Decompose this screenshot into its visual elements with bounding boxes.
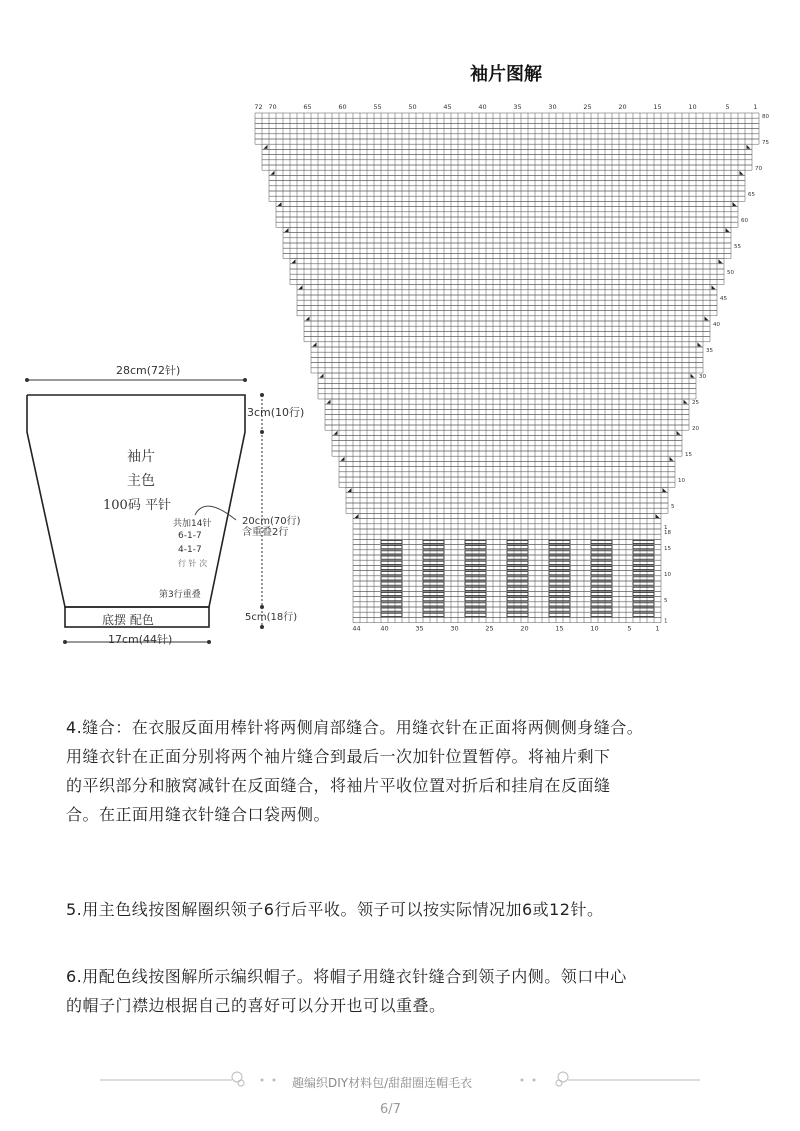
increase-marker <box>299 285 303 289</box>
grid-label: 5 <box>725 103 730 111</box>
instruction-line: 6.用配色线按图解所示编织帽子。将帽子用缝衣针缝合到领子内侧。领口中心 <box>66 967 627 986</box>
increase-marker <box>684 400 688 404</box>
increase-marker <box>264 145 268 149</box>
rib-stitch <box>591 546 612 549</box>
piece-name: 袖片 <box>127 449 155 465</box>
rib-stitch <box>465 577 486 580</box>
grid-label: 1 <box>664 618 668 625</box>
increase-marker <box>334 431 338 435</box>
grid-label: 30 <box>699 374 706 381</box>
rib-stitch <box>465 598 486 601</box>
rib-stitch <box>423 587 444 590</box>
rib-stitch <box>465 603 486 606</box>
grid-label: 1 <box>655 624 660 633</box>
grid-label: 15 <box>664 545 671 552</box>
rib-stitch <box>381 556 402 559</box>
instruction-line: 4.缝合：在衣服反面用棒针将两侧肩部缝合。用缝衣针在正面将两侧侧身缝合。 <box>66 718 644 737</box>
grid-label: 55 <box>734 244 741 251</box>
rib-stitch <box>633 561 654 564</box>
grid-label: 1 <box>664 525 668 531</box>
rib-stitch <box>591 566 612 569</box>
increase-marker <box>712 285 716 289</box>
rib-stitch <box>465 551 486 554</box>
rib-stitch <box>591 540 612 543</box>
grid-label: 5 <box>671 504 675 511</box>
increase-marker <box>733 202 737 206</box>
rib-stitch <box>465 566 486 569</box>
rib-stitch <box>633 540 654 543</box>
grid-label: 25 <box>692 400 699 407</box>
rib-stitch <box>381 613 402 616</box>
grid-label: 25 <box>485 624 494 633</box>
rib-stitch <box>465 587 486 590</box>
rib-stitch <box>381 608 402 611</box>
body-height-label: 20cm(70行) <box>242 516 301 527</box>
grid-label: 65 <box>748 192 755 199</box>
increase-rule-2: 4-1-7 <box>178 545 202 555</box>
instruction-line: 5.用主色线按图解圈织领子6行后平收。领子可以按实际情况加6或12针。 <box>66 900 604 919</box>
rib-stitch <box>633 566 654 569</box>
increase-marker <box>726 228 730 232</box>
hem-label: 底摆 配色 <box>102 613 154 627</box>
rib-stitch <box>633 582 654 585</box>
grid-label: 40 <box>478 103 487 111</box>
grid-label: 30 <box>450 624 459 633</box>
increase-marker <box>698 342 702 346</box>
rib-stitch <box>381 598 402 601</box>
grid-label: 15 <box>653 103 662 111</box>
rib-stitch <box>591 598 612 601</box>
rib-stitch <box>507 582 528 585</box>
increase-rule-1: 6-1-7 <box>178 531 202 541</box>
increase-marker <box>740 171 744 175</box>
increase-marker <box>355 514 359 518</box>
increase-marker <box>719 259 723 263</box>
grid-label: 18 <box>664 530 671 537</box>
increase-marker <box>341 457 345 461</box>
hem-height-label: 5cm(18行) <box>245 612 298 623</box>
rib-stitch <box>465 582 486 585</box>
grid-label: 20 <box>692 426 699 433</box>
rib-stitch <box>507 613 528 616</box>
rib-stitch <box>423 608 444 611</box>
rib-stitch <box>591 561 612 564</box>
grid-label: 60 <box>741 218 748 225</box>
rib-stitch <box>381 582 402 585</box>
instruction-6 <box>66 962 766 1020</box>
grid-label: 45 <box>443 103 452 111</box>
grid-label: 50 <box>408 103 417 111</box>
rib-stitch <box>633 546 654 549</box>
rib-stitch <box>591 608 612 611</box>
overlap-note: 含重叠2行 <box>242 527 289 538</box>
chart-title: 袖片图解 <box>470 64 542 85</box>
increase-marker <box>348 488 352 492</box>
rib-stitch <box>423 613 444 616</box>
increase-marker <box>278 202 282 206</box>
increase-marker <box>292 259 296 263</box>
grid-label: 35 <box>415 624 424 633</box>
rib-stitch <box>549 598 570 601</box>
chart-grid <box>255 113 759 623</box>
grid-label: 44 <box>352 624 361 633</box>
rib-stitch <box>507 598 528 601</box>
grid-label: 20 <box>618 103 627 111</box>
rib-stitch <box>507 603 528 606</box>
grid-label: 45 <box>720 296 727 303</box>
rib-stitch <box>549 592 570 595</box>
rib-stitch <box>591 613 612 616</box>
increase-marker <box>327 400 331 404</box>
page-number: 6/7 <box>380 1102 401 1117</box>
increase-total: 共加14针 <box>173 519 212 529</box>
stitch-info: 100码 平针 <box>103 498 171 513</box>
rib-stitch <box>465 561 486 564</box>
instruction-line: 合。在正面用缝衣针缝合口袋两侧。 <box>66 805 331 824</box>
rib-stitch <box>549 566 570 569</box>
instruction-4 <box>66 713 766 829</box>
rib-stitch <box>423 566 444 569</box>
instruction-line: 的平织部分和腋窝减针在反面缝合，将袖片平收位置对折后和挂肩在反面缝 <box>66 776 611 795</box>
rib-stitch <box>633 577 654 580</box>
rib-stitch <box>549 577 570 580</box>
grid-label: 15 <box>685 452 692 459</box>
rib-stitch <box>591 592 612 595</box>
rib-stitch <box>549 556 570 559</box>
grid-label: 40 <box>380 624 389 633</box>
grid-label: 15 <box>555 624 564 633</box>
grid-label: 10 <box>688 103 697 111</box>
rib-stitch <box>633 556 654 559</box>
rib-stitch <box>381 540 402 543</box>
rib-stitch <box>507 608 528 611</box>
rib-stitch <box>381 561 402 564</box>
main-color-label: 主色 <box>127 473 155 489</box>
rib-stitch <box>549 613 570 616</box>
grid-label: 5 <box>664 597 668 604</box>
increase-marker <box>306 316 310 320</box>
rib-stitch <box>549 608 570 611</box>
rib-stitch <box>549 582 570 585</box>
increase-marker <box>705 316 709 320</box>
increase-marker <box>677 431 681 435</box>
increase-legend: 行 针 次 <box>178 559 208 568</box>
rib-stitch <box>507 572 528 575</box>
rib-stitch <box>507 556 528 559</box>
grid-label: 5 <box>627 624 632 633</box>
grid-label: 50 <box>727 270 734 277</box>
increase-marker <box>313 342 317 346</box>
grid-label: 55 <box>373 103 382 111</box>
rib-stitch <box>423 546 444 549</box>
grid-label: 75 <box>762 140 769 147</box>
grid-label: 1 <box>753 103 758 111</box>
grid-label: 10 <box>590 624 599 633</box>
increase-marker <box>663 488 667 492</box>
rib-stitch <box>633 592 654 595</box>
rib-stitch <box>423 556 444 559</box>
rib-stitch <box>507 540 528 543</box>
grid-label: 10 <box>664 571 671 578</box>
rib-stitch <box>507 577 528 580</box>
rib-stitch <box>423 572 444 575</box>
rib-stitch <box>549 587 570 590</box>
rib-stitch <box>633 572 654 575</box>
instruction-line: 的帽子门襟边根据自己的喜好可以分开也可以重叠。 <box>66 996 446 1015</box>
grid-label: 80 <box>762 114 769 121</box>
grid-label: 70 <box>755 166 762 173</box>
instruction-line: 用缝衣针在正面分别将两个袖片缝合到最后一次加针位置暂停。将袖片剩下 <box>66 747 611 766</box>
rib-stitch <box>423 603 444 606</box>
rib-stitch <box>381 587 402 590</box>
rib-stitch <box>591 577 612 580</box>
increase-marker <box>670 457 674 461</box>
grid-label: 10 <box>678 478 685 485</box>
footer-text: 趣编织DIY材料包/甜甜圈连帽毛衣 <box>292 1076 473 1090</box>
grid-label: 25 <box>583 103 592 111</box>
rib-stitch <box>423 551 444 554</box>
rib-stitch <box>507 587 528 590</box>
rib-stitch <box>381 577 402 580</box>
grid-label: 30 <box>548 103 557 111</box>
increase-marker <box>320 374 324 378</box>
rib-stitch <box>507 566 528 569</box>
rib-stitch <box>423 561 444 564</box>
rib-stitch <box>549 561 570 564</box>
grid-label: 60 <box>338 103 347 111</box>
rib-stitch <box>633 603 654 606</box>
rib-stitch <box>549 572 570 575</box>
grid-label: 70 <box>268 103 277 111</box>
rib-stitch <box>507 561 528 564</box>
rib-stitch <box>465 572 486 575</box>
rib-stitch <box>507 592 528 595</box>
rib-stitch <box>591 603 612 606</box>
rib-stitch <box>591 582 612 585</box>
rib-stitch <box>381 566 402 569</box>
rib-stitch <box>633 613 654 616</box>
increase-marker <box>747 145 751 149</box>
rib-stitch <box>633 598 654 601</box>
rib-stitch <box>381 603 402 606</box>
rib-stitch <box>465 556 486 559</box>
cuff-height-label: 3cm(10行) <box>247 406 305 419</box>
increase-marker <box>271 171 275 175</box>
rib-stitch <box>591 556 612 559</box>
row3-overlap-note: 第3行重叠 <box>159 590 201 600</box>
rib-stitch <box>465 608 486 611</box>
rib-stitch <box>507 551 528 554</box>
rib-stitch <box>465 540 486 543</box>
rib-stitch <box>591 587 612 590</box>
rib-stitch <box>465 546 486 549</box>
instruction-5 <box>66 895 766 924</box>
bottom-width-label: 17cm(44针) <box>108 633 173 646</box>
rib-stitch <box>381 592 402 595</box>
grid-label: 35 <box>706 348 713 355</box>
grid-label: 72 <box>254 103 263 111</box>
rib-stitch <box>465 613 486 616</box>
rib-stitch <box>423 582 444 585</box>
rib-stitch <box>423 577 444 580</box>
rib-stitch <box>549 540 570 543</box>
rib-stitch <box>633 587 654 590</box>
top-width-label: 28cm(72针) <box>116 364 181 377</box>
rib-stitch <box>381 572 402 575</box>
rib-stitch <box>423 540 444 543</box>
grid-label: 65 <box>303 103 312 111</box>
increase-marker <box>691 374 695 378</box>
rib-stitch <box>549 546 570 549</box>
rib-stitch <box>381 551 402 554</box>
rib-stitch <box>633 608 654 611</box>
rib-stitch <box>633 551 654 554</box>
increase-marker <box>285 228 289 232</box>
grid-label: 20 <box>520 624 529 633</box>
rib-stitch <box>591 572 612 575</box>
rib-stitch <box>549 603 570 606</box>
rib-stitch <box>549 551 570 554</box>
rib-stitch <box>381 546 402 549</box>
rib-stitch <box>423 598 444 601</box>
rib-stitch <box>423 592 444 595</box>
grid-label: 40 <box>713 322 720 329</box>
increase-marker <box>656 514 660 518</box>
rib-stitch <box>465 592 486 595</box>
grid-label: 35 <box>513 103 522 111</box>
rib-stitch <box>591 551 612 554</box>
rib-stitch <box>507 546 528 549</box>
